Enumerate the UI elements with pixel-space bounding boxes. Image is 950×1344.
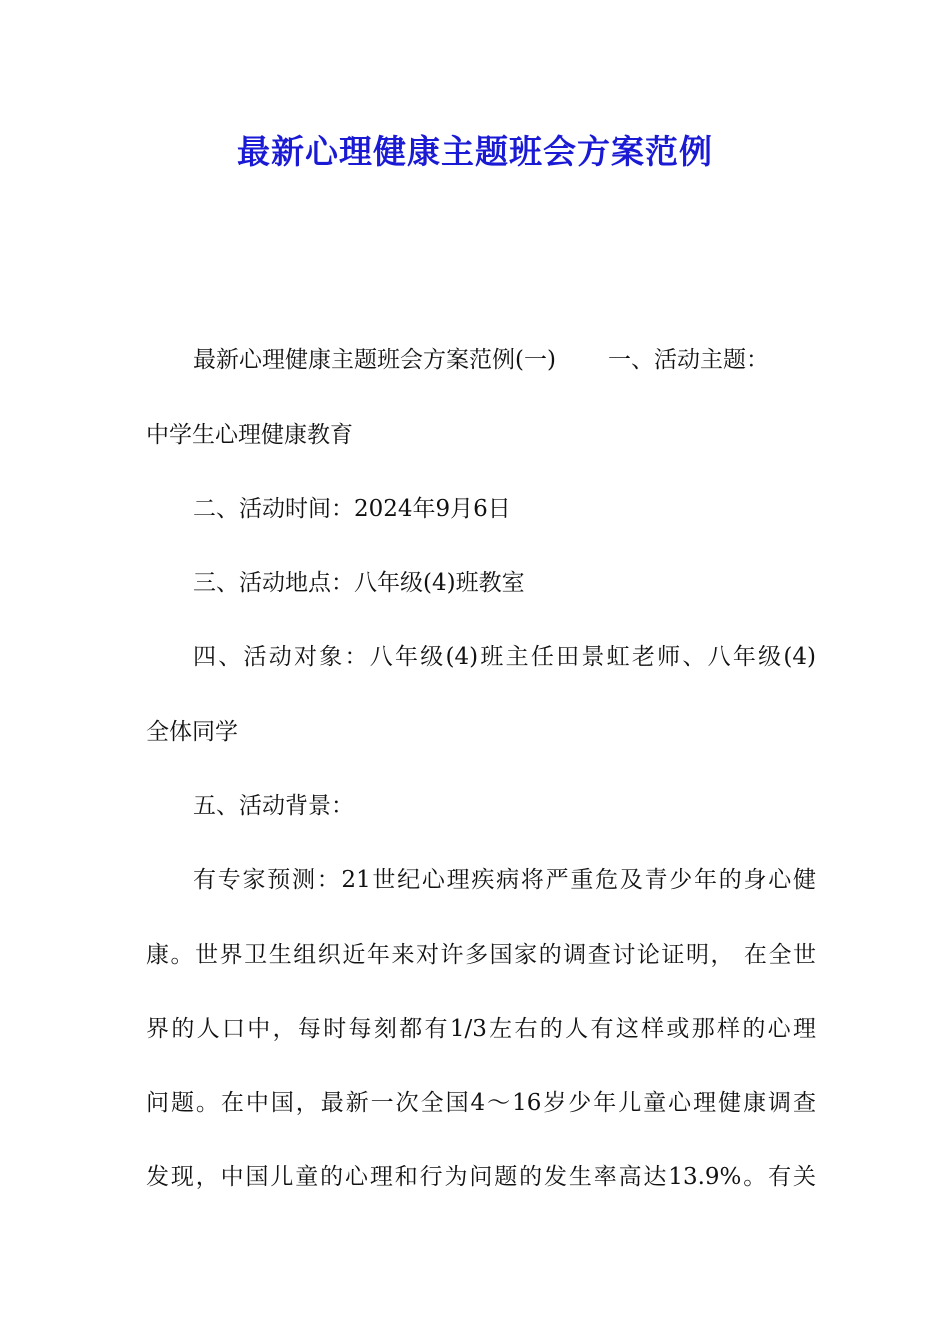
- paragraph-line-5: 四、活动对象：八年级(4)班主任田景虹老师、八年级(4): [193, 644, 816, 670]
- paragraph-line-2: 中学生心理健康教育: [146, 422, 353, 448]
- paragraph-line-8: 有专家预测：21世纪心理疾病将严重危及青少年的身心健: [193, 867, 816, 893]
- paragraph-line-1: [193, 342, 816, 378]
- paragraph-line-7: 五、活动背景：: [193, 793, 354, 819]
- item-heading-topic: 一、活动主题：: [607, 347, 769, 373]
- paragraph-line-4: 三、活动地点：八年级(4)班教室: [193, 570, 525, 596]
- paragraph-line-3: 二、活动时间：2024年9月6日: [193, 496, 511, 522]
- paragraph-line-11: 问题。在中国，最新一次全国4～16岁少年儿童心理健康调查: [146, 1090, 816, 1116]
- paragraph-line-6: 全体同学: [146, 719, 238, 745]
- paragraph-line-10: 界的人口中，每时每刻都有1/3左右的人有这样或那样的心理: [146, 1016, 816, 1042]
- section-heading: 最新心理健康主题班会方案范例(一): [193, 347, 556, 373]
- paragraph-line-12: 发现，中国儿童的心理和行为问题的发生率高达13.9%。有关: [146, 1164, 816, 1190]
- paragraph-line-9: 康。世界卫生组织近年来对许多国家的调查讨论证明， 在全世: [146, 942, 816, 968]
- document-title: 最新心理健康主题班会方案范例: [237, 132, 713, 171]
